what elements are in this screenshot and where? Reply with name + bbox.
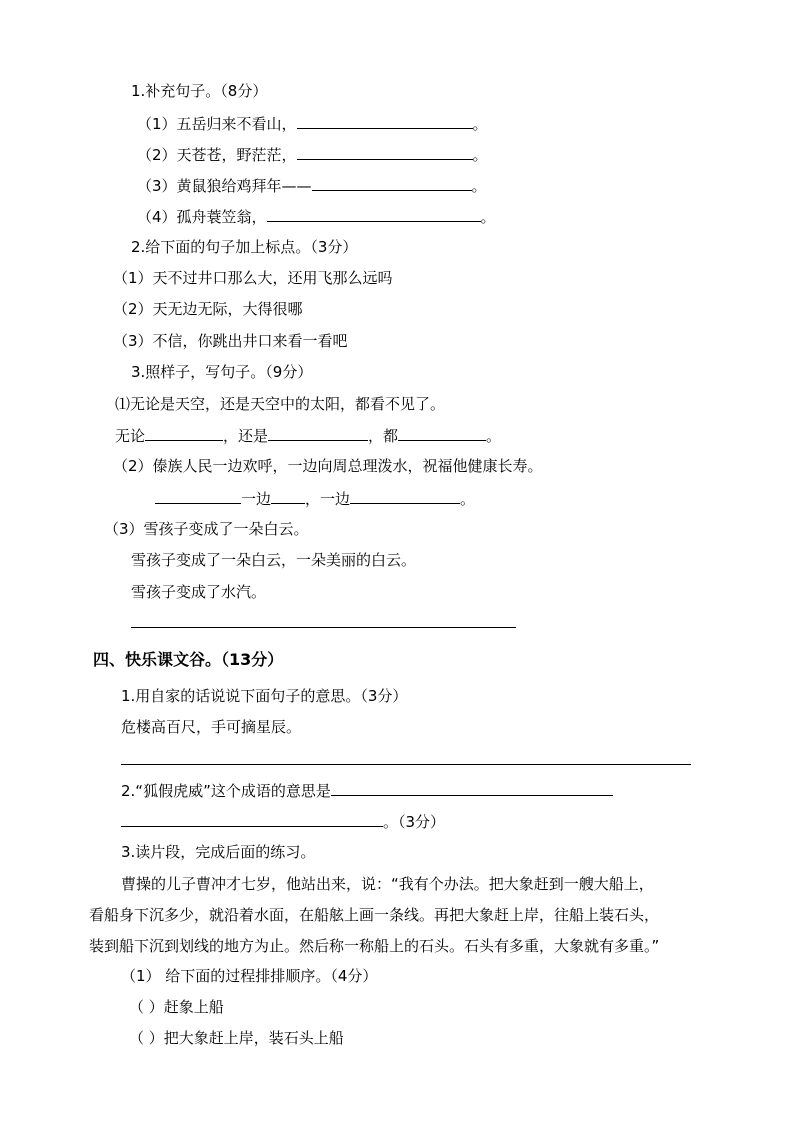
q1-item-3-label: （3）黄鼠狼给鸡拜年—— [137, 177, 312, 195]
q1-item-3-blank[interactable] [312, 175, 472, 191]
passage-line-1: 曹操的儿子曹冲才七岁，他站出来，说：“我有个办法。把大象赶到一艘大船上， [121, 875, 654, 893]
s4-q2-blank-1[interactable] [331, 780, 613, 796]
q1-item-1 [137, 113, 488, 134]
q3-title: 3.照样子，写句子。（9分） [131, 363, 313, 381]
q3-example-2: （2）傣族人民一边欢呼，一边向周总理泼水，祝福他健康长寿。 [113, 457, 543, 475]
q1-item-1-blank[interactable] [297, 113, 473, 129]
q2-item-2: （2）天无边无际，大得很哪 [113, 300, 303, 318]
s4-q1-answer-line[interactable] [121, 764, 691, 765]
q2-item-3: （3）不信，你跳出井口来看一看吧 [113, 332, 348, 350]
q1-item-2-label: （2）天苍苍，野茫茫， [137, 146, 297, 164]
q3-fill-1-blank-b[interactable] [268, 425, 368, 441]
q3-fill-2 [155, 488, 475, 509]
q1-item-4-end: 。 [480, 208, 496, 226]
s4-q3-title: 3.读片段，完成后面的练习。 [121, 843, 316, 861]
q3-fill-1 [115, 425, 501, 446]
q1-item-3 [137, 175, 487, 196]
s4-q2-line-1 [121, 780, 613, 801]
s4-q2-end: 。（3分） [383, 813, 446, 831]
s4-q2-text: 2.“狐假虎威”这个成语的意思是 [121, 782, 331, 800]
s4-sub1-item-1[interactable]: （ ）赶象上船 [129, 998, 224, 1016]
q3-fill-2-blank-c[interactable] [350, 488, 460, 504]
q3-fill-1-end: 。 [486, 427, 502, 445]
q3-fill-2-blank-b[interactable] [271, 488, 305, 504]
q2-item-1: （1）天不过井口那么大，还用飞那么远吗 [113, 269, 393, 287]
q3-fill-2-end: 。 [460, 490, 476, 508]
q1-item-1-label: （1）五岳归来不看山， [137, 115, 297, 133]
q3-fill-1-blank-a[interactable] [145, 425, 223, 441]
s4-q2-blank-2[interactable] [121, 811, 383, 827]
q1-item-1-end: 。 [472, 115, 488, 133]
s4-sub1-item-2[interactable]: （ ）把大象赶上岸，装石头上船 [129, 1029, 344, 1047]
q1-item-2 [137, 144, 488, 165]
q3-fill-1-c: ，都 [368, 427, 399, 445]
q3-example-3: （3）雪孩子变成了一朵白云。 [104, 520, 309, 538]
q1-item-4 [137, 206, 496, 227]
q3-example-1: ⑴无论是天空，还是天空中的太阳，都看不见了。 [115, 395, 446, 413]
q3-fill-2-blank-a[interactable] [155, 488, 241, 504]
q3-fill-2-b: ，一边 [305, 490, 351, 508]
s4-q1-title: 1.用自家的话说说下面句子的意思。（3分） [121, 687, 408, 705]
q3-fill-1-blank-c[interactable] [398, 425, 486, 441]
s4-q2-line-2 [121, 811, 445, 832]
q1-item-3-end: 。 [471, 177, 487, 195]
q1-item-2-blank[interactable] [297, 144, 473, 160]
q3-fill-1-b: ，还是 [223, 427, 269, 445]
s4-q1-sentence: 危楼高百尺，手可摘星辰。 [121, 718, 302, 736]
section-4-heading: 四、快乐课文谷。（13分） [93, 650, 284, 669]
q1-item-4-label: （4）孤舟蓑笠翁， [137, 208, 267, 226]
q1-title: 1.补充句子。（8分） [131, 82, 268, 100]
q1-item-4-blank[interactable] [267, 206, 481, 222]
q1-item-2-end: 。 [472, 146, 488, 164]
q2-title: 2.给下面的句子加上标点。（3分） [131, 238, 358, 256]
q3-answer-line[interactable] [131, 627, 516, 628]
s4-sub1-title: （1） 给下面的过程排排顺序。（4分） [121, 967, 378, 985]
passage-line-2: 看船身下沉多少，就沿着水面，在船舷上画一条线。再把大象赶上岸，往船上装石头， [89, 906, 660, 924]
q3-example-3-prompt: 雪孩子变成了水汽。 [131, 583, 267, 601]
passage-line-3: 装到船下沉到划线的地方为止。然后称一称船上的石头。石头有多重，大象就有多重。” [89, 937, 660, 955]
q3-example-3-model: 雪孩子变成了一朵白云，一朵美丽的白云。 [131, 551, 417, 569]
q3-fill-2-a: 一边 [241, 490, 272, 508]
q3-fill-1-a: 无论 [115, 427, 146, 445]
